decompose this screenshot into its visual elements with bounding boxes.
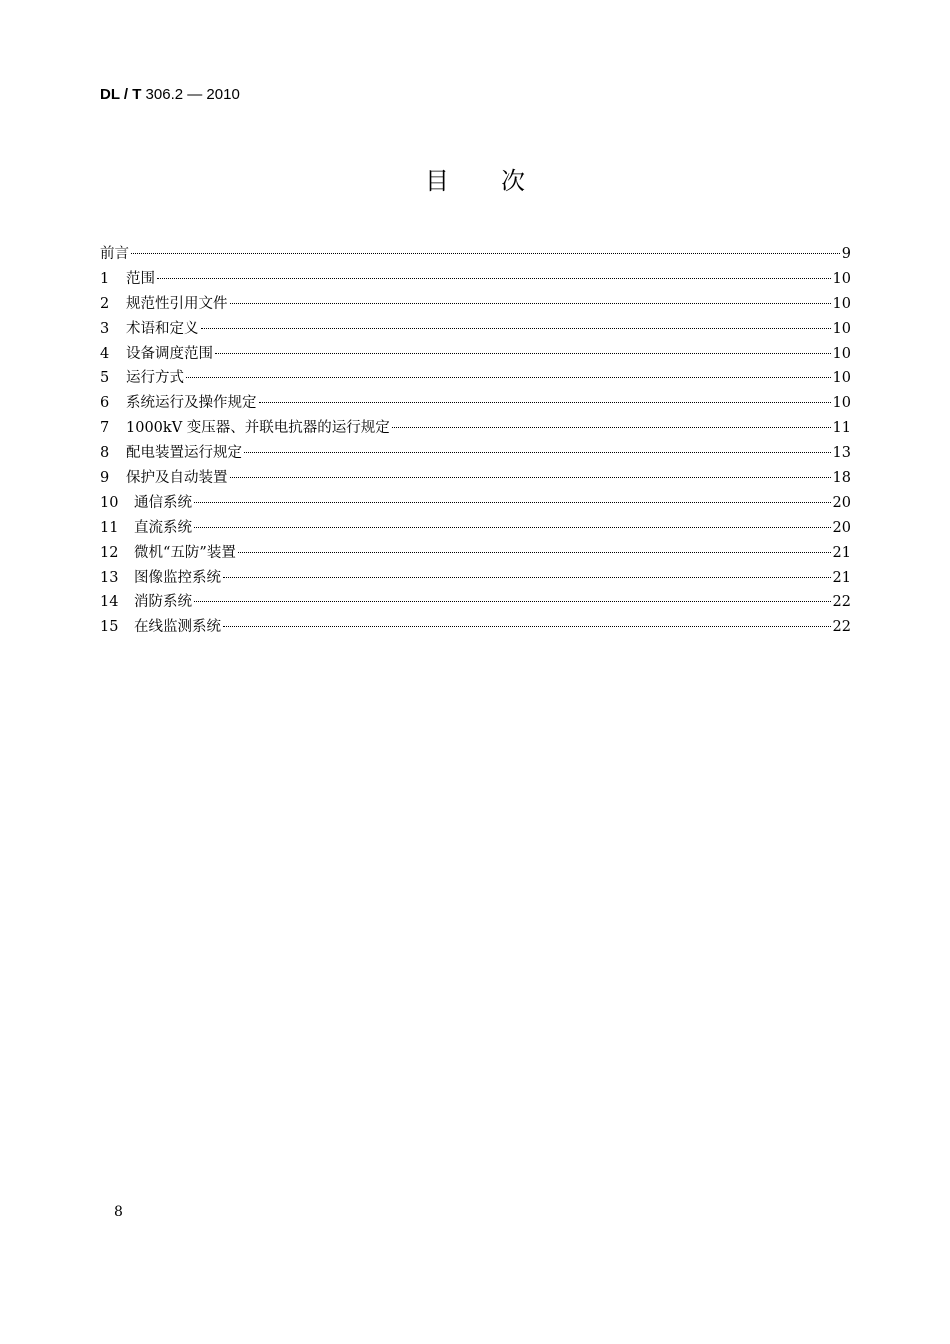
toc-entry-label: 配电装置运行规定 (126, 445, 242, 462)
toc-entry-label: 前言 (100, 246, 129, 262)
toc-entry[interactable] (100, 342, 851, 367)
toc-entry-page: 10 (832, 395, 851, 412)
toc-entry-label: 消防系统 (134, 594, 192, 611)
toc-entry-number: 10 (100, 494, 119, 511)
toc-entry-label: 通信系统 (134, 494, 192, 511)
toc-dot-leader (215, 353, 831, 354)
toc-entry-number: 13 (100, 569, 119, 586)
toc-entry[interactable] (100, 441, 851, 466)
toc-dot-leader (194, 527, 831, 528)
toc-entry-label: 术语和定义 (126, 320, 199, 337)
toc-dot-leader (244, 452, 831, 453)
toc-entry-page: 20 (832, 519, 851, 536)
toc-entry-page: 10 (832, 295, 851, 312)
toc-entry[interactable] (100, 566, 851, 591)
toc-entry-page: 10 (832, 345, 851, 362)
toc-entry-number: 15 (100, 619, 119, 636)
toc-entry-page: 18 (832, 470, 851, 487)
toc-dot-leader (238, 552, 831, 553)
toc-entry[interactable] (100, 391, 851, 416)
toc-dot-leader (230, 477, 831, 478)
page-title: 目次 (425, 167, 577, 195)
toc-entry-label: 图像监控系统 (134, 569, 221, 586)
toc-entry-page: 22 (832, 619, 851, 636)
toc-entry-page: 21 (832, 544, 851, 561)
toc-entry-number: 9 (100, 470, 110, 487)
toc-dot-leader (194, 502, 831, 503)
document-code-number: 306.2 — 2010 (141, 86, 240, 103)
toc-entry-number: 11 (100, 519, 119, 536)
toc-entry-number: 8 (100, 445, 110, 462)
toc-entry-number: 1 (100, 270, 110, 287)
toc-entry-number: 5 (100, 370, 110, 387)
toc-entry[interactable] (100, 541, 851, 566)
toc-entry[interactable] (100, 416, 851, 441)
toc-entry-label: 设备调度范围 (126, 345, 213, 362)
toc-entry[interactable] (100, 590, 851, 615)
toc-dot-leader (131, 253, 840, 254)
toc-entry[interactable] (100, 615, 851, 640)
toc-entry-page: 9 (841, 246, 851, 262)
toc-entry[interactable] (100, 267, 851, 292)
toc-entry[interactable] (100, 516, 851, 541)
toc-entry-number: 2 (100, 295, 110, 312)
toc-entry-label: 系统运行及操作规定 (126, 395, 257, 412)
toc-entry-number: 4 (100, 345, 110, 362)
toc-entry-page: 13 (832, 445, 851, 462)
toc-entry-label: 直流系统 (134, 519, 192, 536)
toc-dot-leader (259, 402, 831, 403)
toc-entry-label: 范围 (126, 270, 155, 287)
toc-dot-leader (194, 601, 831, 602)
toc-dot-leader (223, 577, 831, 578)
document-code-prefix: DL / T (100, 86, 142, 103)
page-number: 8 (114, 1204, 123, 1220)
toc-entry[interactable] (100, 292, 851, 317)
toc-entry-number: 7 (100, 420, 110, 437)
toc-entry-page: 10 (832, 320, 851, 337)
toc-entry-number: 3 (100, 320, 110, 337)
toc-dot-leader (186, 377, 831, 378)
toc-entry-page: 22 (832, 594, 851, 611)
toc-entry-label: 保护及自动装置 (126, 470, 228, 487)
toc-entry[interactable] (100, 466, 851, 491)
toc-entry[interactable] (100, 366, 851, 391)
toc-entry[interactable] (100, 242, 851, 267)
table-of-contents (100, 242, 851, 640)
toc-dot-leader (223, 626, 831, 627)
toc-entry-page: 11 (832, 420, 851, 437)
toc-dot-leader (201, 328, 831, 329)
toc-entry-page: 10 (832, 370, 851, 387)
document-code (100, 86, 240, 104)
toc-dot-leader (157, 278, 831, 279)
toc-entry-page: 20 (832, 494, 851, 511)
toc-entry-label: 1000kV 变压器、并联电抗器的运行规定 (126, 420, 390, 437)
toc-entry-number: 6 (100, 395, 110, 412)
toc-entry[interactable] (100, 317, 851, 342)
toc-dot-leader (230, 303, 831, 304)
toc-entry-page: 21 (832, 569, 851, 586)
toc-entry-label: 在线监测系统 (134, 619, 221, 636)
toc-entry-label: 规范性引用文件 (126, 295, 228, 312)
toc-entry-number: 12 (100, 544, 119, 561)
toc-entry[interactable] (100, 491, 851, 516)
toc-entry-number: 14 (100, 594, 119, 611)
toc-dot-leader (392, 427, 831, 428)
toc-entry-label: 微机“五防”装置 (134, 544, 236, 561)
toc-entry-page: 10 (832, 270, 851, 287)
toc-entry-label: 运行方式 (126, 370, 184, 387)
